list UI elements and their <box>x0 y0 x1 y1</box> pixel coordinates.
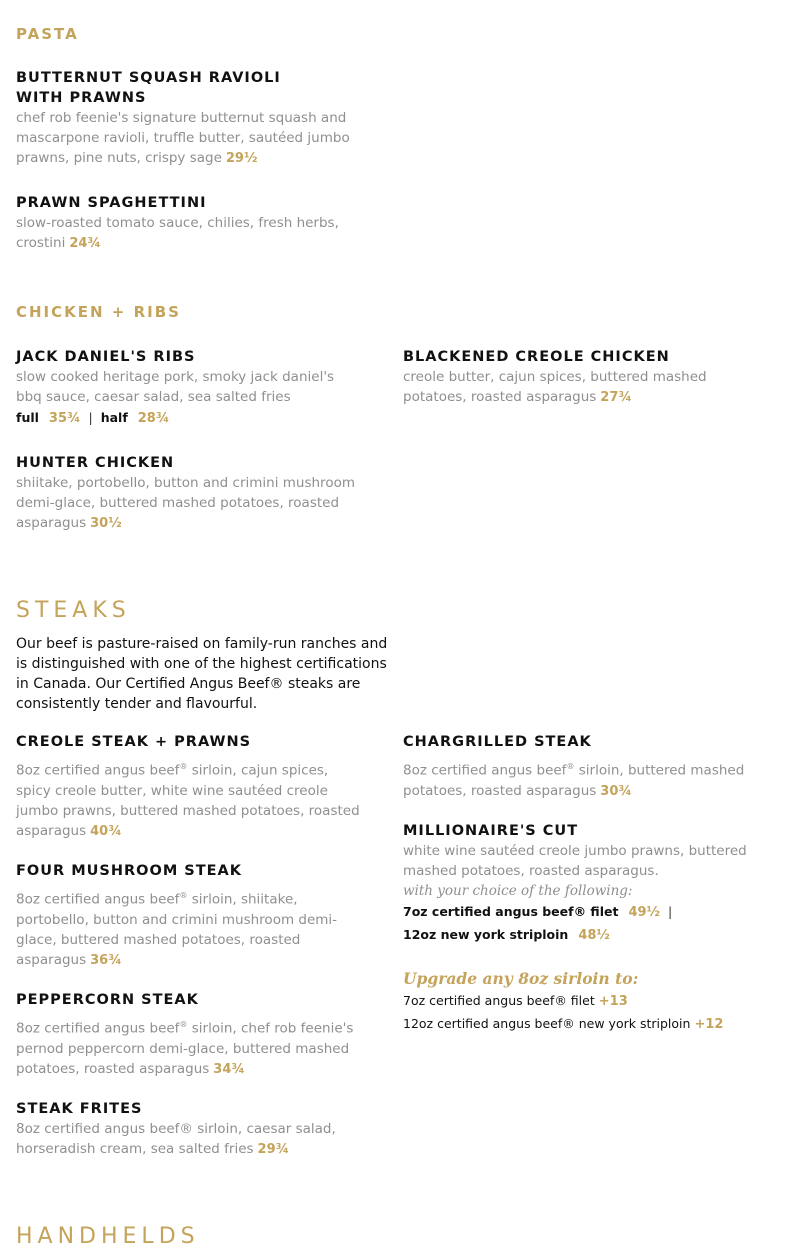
item-price: 40¾ <box>90 823 122 839</box>
item-title: STEAK FRITES <box>16 1101 143 1117</box>
steaks-intro: Our beef is pasture-raised on family-run ranches and is distinguished with one of the highest certifications in Canada. Our Certified Angus Beef® steaks are consistently tender and flavourful. <box>16 636 388 712</box>
item-description: 8oz certified angus beef® sirloin, chef rob feenie's pernod peppercorn demi-glace, buttered mashed potatoes, roasted asparagus 34¾ <box>16 1020 354 1077</box>
section-heading-steaks: STEAKS <box>16 598 131 623</box>
item-price: 36¾ <box>90 952 122 968</box>
item-title: HUNTER CHICKEN <box>16 455 175 471</box>
menu-item-creole-steak-prawns <box>16 732 361 842</box>
item-title: PRAWN SPAGHETTINI <box>16 195 207 211</box>
item-description: creole butter, cajun spices, buttered mashed potatoes, roasted asparagus 27¾ <box>403 369 707 405</box>
item-price: 30½ <box>90 516 122 531</box>
item-price: 29½ <box>225 151 258 166</box>
item-title: CHARGRILLED STEAK <box>403 734 592 750</box>
menu-item-hunter-chicken <box>16 453 361 534</box>
item-title: FOUR MUSHROOM STEAK <box>16 863 242 879</box>
section-heading-chicken-ribs: CHICKEN + RIBS <box>16 303 181 321</box>
item-description: slow cooked heritage pork, smoky jack daniel's bbq sauce, caesar salad, sea salted fries <box>16 369 335 405</box>
menu-item-chargrilled-steak <box>403 732 753 802</box>
upgrade-option-striploin: 12oz certified angus beef® new york striploin +12 <box>403 1016 724 1032</box>
menu-item-butternut-ravioli <box>16 68 361 169</box>
item-description: 8oz certified angus beef® sirloin, caesar salad, horseradish cream, sea salted fries 29¾ <box>16 1121 336 1157</box>
upgrade-block <box>403 969 723 1036</box>
item-title: CREOLE STEAK + PRAWNS <box>16 734 252 750</box>
item-price: 29¾ <box>257 1142 290 1157</box>
section-heading-pasta: PASTA <box>16 25 79 43</box>
item-price: 30¾ <box>600 783 632 799</box>
item-price: 27¾ <box>600 390 632 405</box>
millionaire-option-filet: 7oz certified angus beef® filet 49½ | <box>403 904 673 920</box>
item-description: chef rob feenie's signature butternut squash and mascarpone ravioli, truffle butter, sautéed jumbo prawns, pine nuts, crispy sage 29½ <box>16 110 350 166</box>
upgrade-option-filet: 7oz certified angus beef® filet +13 <box>403 993 628 1009</box>
menu-item-prawn-spaghettini <box>16 193 361 254</box>
menu-item-jack-daniels-ribs <box>16 347 361 430</box>
portion-options: full 35¾ | half 28¾ <box>16 410 170 426</box>
menu-item-peppercorn-steak <box>16 990 361 1080</box>
upgrade-heading: Upgrade any 8oz sirloin to: <box>403 969 639 988</box>
item-title: BLACKENED CREOLE CHICKEN <box>403 349 670 365</box>
item-price: 24¾ <box>69 236 101 251</box>
item-price: 34¾ <box>213 1061 245 1077</box>
item-title: BUTTERNUT SQUASH RAVIOLI WITH PRAWNS <box>16 70 281 106</box>
item-title: PEPPERCORN STEAK <box>16 992 199 1008</box>
menu-item-four-mushroom-steak <box>16 861 361 971</box>
item-description: 8oz certified angus beef® sirloin, cajun spices, spicy creole butter, white wine sautéed creole jumbo prawns, buttered mashed potatoes, roasted asparagus 40¾ <box>16 762 360 839</box>
half-price: 28¾ <box>137 411 170 426</box>
item-title: MILLIONAIRE'S CUT <box>403 823 579 839</box>
item-description: shiitake, portobello, button and crimini mushroom demi-glace, buttered mashed potatoes, roasted asparagus 30½ <box>16 475 355 531</box>
section-heading-handhelds: HANDHELDS <box>16 1224 200 1249</box>
menu-item-millionaires-cut <box>403 821 753 947</box>
millionaire-option-striploin: 12oz new york striploin 48½ <box>403 927 610 943</box>
menu-item-blackened-creole-chicken <box>403 347 753 408</box>
item-description: 8oz certified angus beef® sirloin, shiitake, portobello, button and crimini mushroom demi-glace, buttered mashed potatoes, roasted asparagus 36¾ <box>16 891 338 968</box>
item-description: white wine sautéed creole jumbo prawns, buttered mashed potatoes, roasted asparagus. <box>403 843 747 879</box>
menu-item-steak-frites <box>16 1099 361 1160</box>
full-price: 35¾ <box>48 411 81 426</box>
choice-note: with your choice of the following: <box>403 883 633 899</box>
item-title: JACK DANIEL'S RIBS <box>16 349 196 365</box>
item-description: 8oz certified angus beef® sirloin, buttered mashed potatoes, roasted asparagus 30¾ <box>403 762 745 799</box>
item-description: slow-roasted tomato sauce, chilies, fresh herbs, crostini 24¾ <box>16 215 339 251</box>
